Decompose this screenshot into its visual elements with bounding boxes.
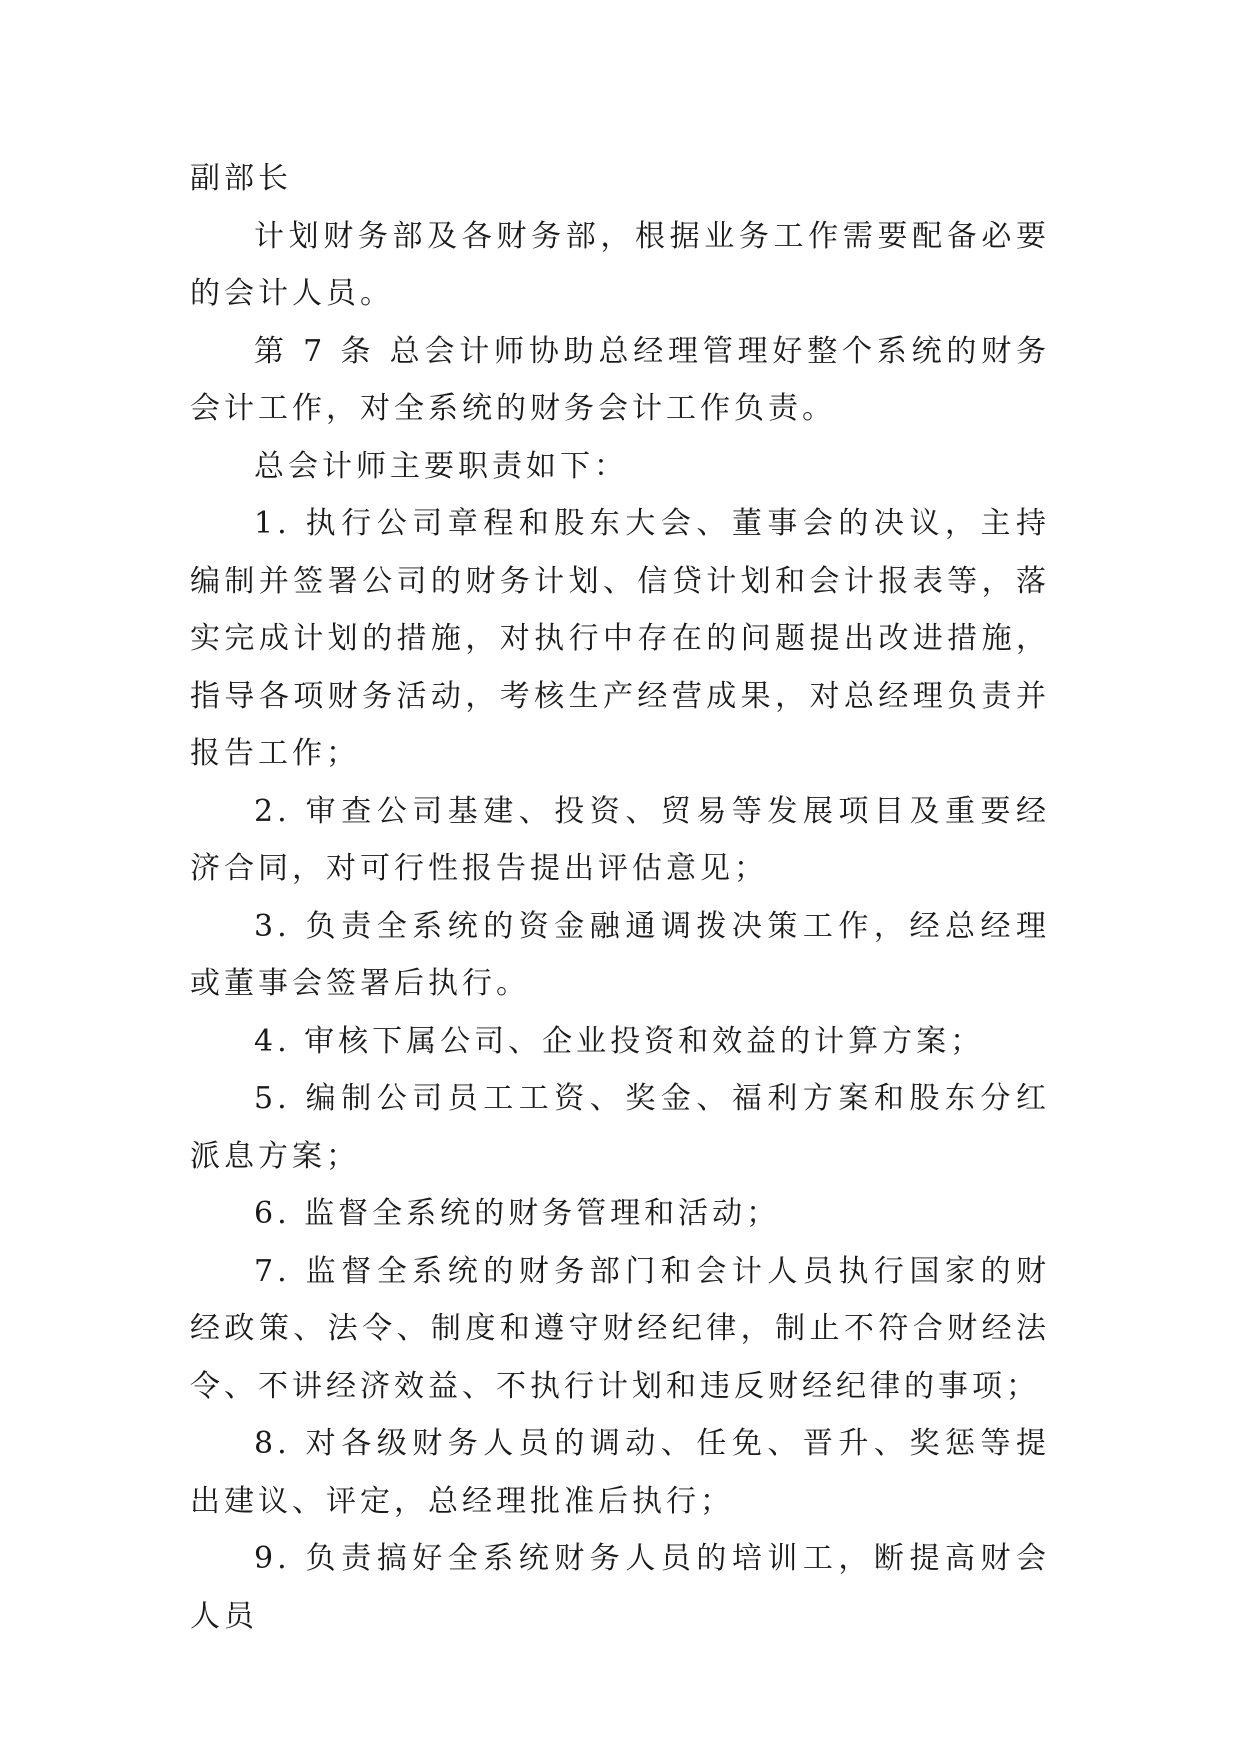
- paragraph-duty-7: 7. 监督全系统的财务部门和会计人员执行国家的财经政策、法令、制度和遵守财经纪律，制止不符合财经法令、不讲经济效益、不执行计划和违反财经纪律的事项；: [190, 1253, 1050, 1404]
- document-body: [190, 150, 1050, 1645]
- paragraph-duty-6: 6. 监督全系统的财务管理和活动；: [254, 1196, 781, 1231]
- paragraph-duty-4: 4. 审核下属公司、企业投资和效益的计算方案；: [254, 1023, 985, 1059]
- paragraph-duty-2: 2. 审查公司基建、投资、贸易等发展项目及重要经济合同，对可行性报告提出评估意见；: [190, 793, 1050, 886]
- paragraph-article-7: 第 7 条 总会计师协助总经理管理好整个系统的财务会计工作，对全系统的财务会计工作负责。: [190, 333, 1050, 426]
- paragraph-duty-9: 9. 负责搞好全系统财务人员的培训工，断提高财会人员: [190, 1541, 1050, 1634]
- paragraph-duty-1: 1. 执行公司章程和股东大会、董事会的决议，主持编制并签署公司的财务计划、信贷计划和会计报表等，落实完成计划的措施，对执行中存在的问题提出改进措施，指导各项财务活动，考核生产经营成果，对总经理负责并报告工作；: [190, 506, 1050, 771]
- paragraph-duty-8: 8. 对各级财务人员的调动、任免、晋升、奖惩等提出建议、评定，总经理批准后执行；: [190, 1426, 1050, 1519]
- paragraph-staffing: 计划财务部及各财务部，根据业务工作需要配备必要的会计人员。: [190, 218, 1050, 311]
- paragraph-title-line: 副部长: [190, 161, 292, 196]
- paragraph-duty-3: 3. 负责全系统的资金融通调拨决策工作，经总经理或董事会签署后执行。: [190, 908, 1050, 1001]
- paragraph-duty-5: 5. 编制公司员工工资、奖金、福利方案和股东分红派息方案；: [190, 1081, 1050, 1174]
- paragraph-duties-heading: 总会计师主要职责如下：: [254, 448, 628, 484]
